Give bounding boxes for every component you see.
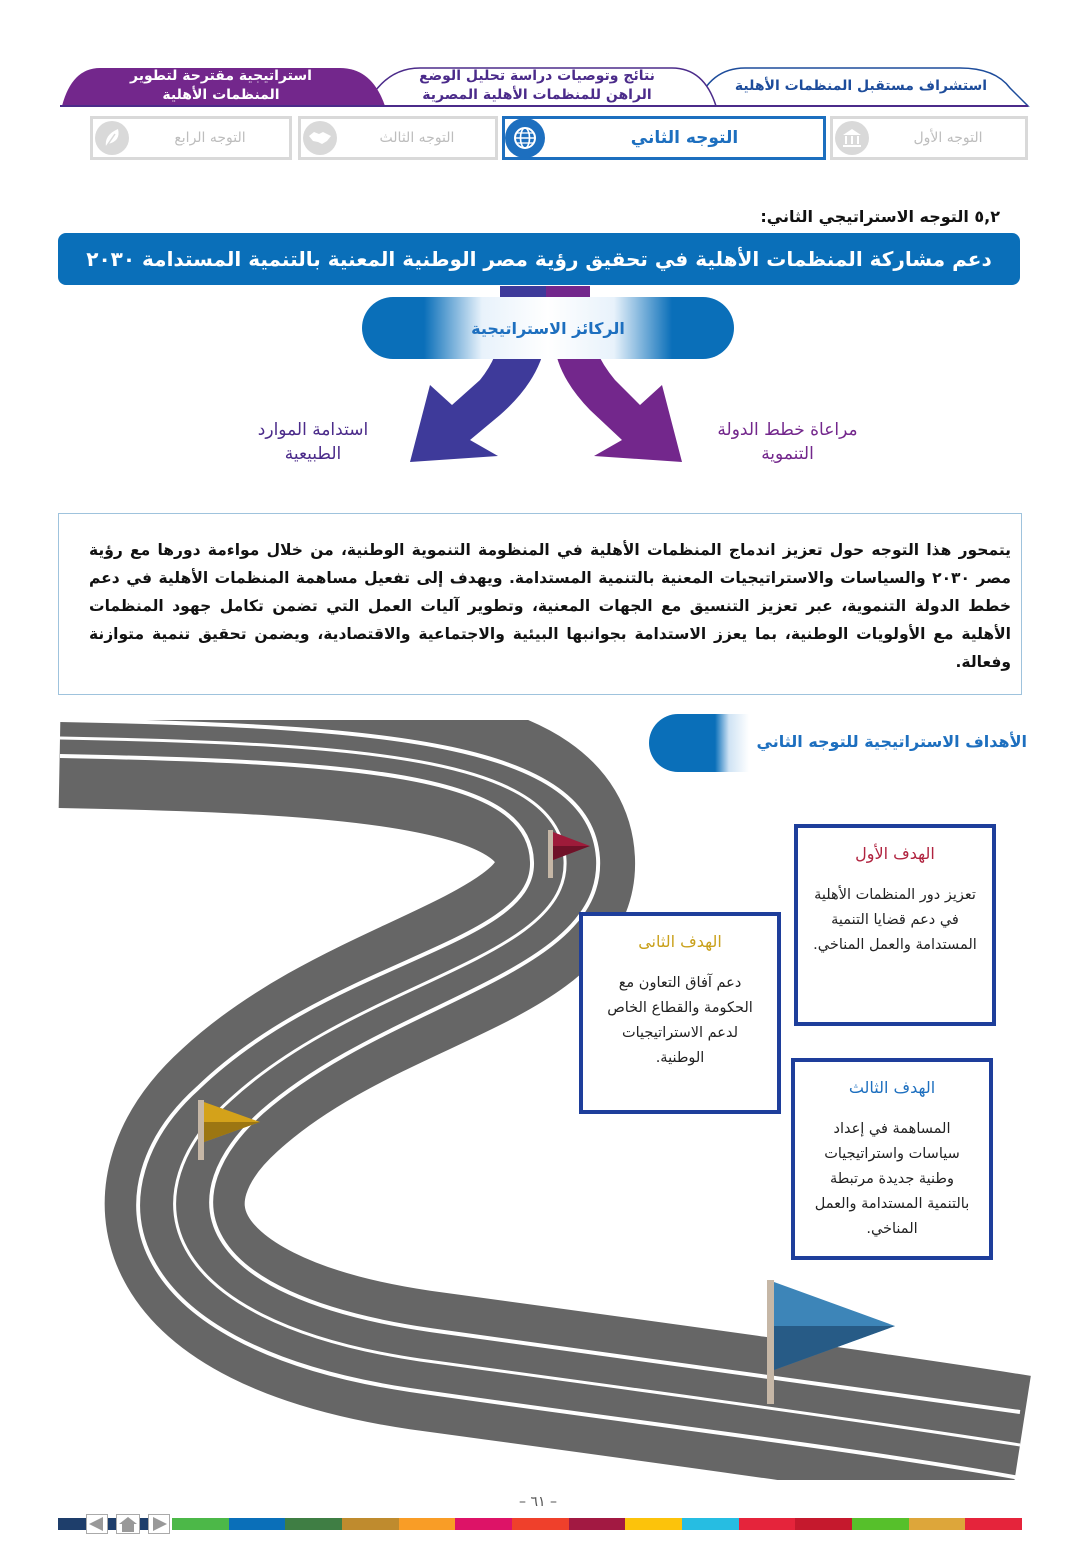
sdg-color-segment bbox=[455, 1518, 512, 1530]
pillar-state-plans: مراعاة خطط الدولة التنموية bbox=[717, 420, 858, 464]
home-icon bbox=[117, 1515, 139, 1533]
sdg-color-segment bbox=[285, 1518, 342, 1530]
direction-3-label: التوجه الثالث bbox=[379, 130, 455, 146]
sdg-color-segment bbox=[342, 1518, 399, 1530]
arrow-right-icon bbox=[149, 1515, 169, 1533]
goal-2-title: الهدف الثانى bbox=[638, 932, 722, 951]
direction-1-button[interactable] bbox=[830, 116, 1028, 160]
page-number: – ٦١ – bbox=[519, 1494, 557, 1510]
sdg-color-segment bbox=[399, 1518, 456, 1530]
goal-3-title: الهدف الثالث bbox=[848, 1078, 936, 1097]
sdg-color-segment bbox=[739, 1518, 796, 1530]
handshake-icon bbox=[303, 121, 337, 155]
direction-4-button[interactable] bbox=[90, 116, 292, 160]
pillar-natural-resources: استدامة الموارد الطبيعية bbox=[257, 420, 369, 464]
sdg-color-segment bbox=[965, 1518, 1022, 1530]
sdg-color-segment bbox=[569, 1518, 626, 1530]
direction-2-label: التوجه الثاني bbox=[630, 128, 739, 148]
sdg-color-segment bbox=[852, 1518, 909, 1530]
sdg-color-segment bbox=[229, 1518, 286, 1530]
direction-banner: دعم مشاركة المنظمات الأهلية في تحقيق رؤية مصر الوطنية المعنية بالتنمية المستدامة ٢٠٣٠ bbox=[58, 233, 1020, 285]
goal-1-card bbox=[794, 824, 996, 1026]
next-page-button[interactable] bbox=[148, 1514, 170, 1534]
flag-pole bbox=[548, 830, 553, 878]
goals-title: الأهداف الاستراتيجية للتوجه الثاني bbox=[756, 732, 1027, 751]
goal-1-title: الهدف الأول bbox=[855, 844, 935, 863]
sdg-color-segment bbox=[512, 1518, 569, 1530]
sdg-color-strip bbox=[172, 1518, 1022, 1530]
sdg-color-segment bbox=[682, 1518, 739, 1530]
direction-2-button[interactable] bbox=[502, 116, 826, 160]
goal-3-text: المساهمة في إعداد سياسات واستراتيجيات وطنية جديدة مرتبطة بالتنمية المستدامة والعمل المناخي. bbox=[814, 1121, 970, 1237]
tab-study-results[interactable]: نتائج وتوصيات دراسة تحليل الوضع الراهن للمنظمات الأهلية المصرية bbox=[419, 68, 655, 103]
globe-icon bbox=[505, 118, 545, 158]
goal-2-text: دعم آفاق التعاون مع الحكومة والقطاع الخاص لدعم الاستراتيجيات الوطنية. bbox=[607, 975, 753, 1066]
tab-proposed-strategy[interactable]: استراتيجية مقترحة لتطوير المنظمات الأهلية bbox=[130, 68, 312, 103]
home-button[interactable] bbox=[116, 1514, 140, 1534]
strategic-pillars-pill: الركائز الاستراتيجية bbox=[362, 297, 734, 359]
tab-future-foresight[interactable]: استشراف مستقبل المنظمات الأهلية bbox=[734, 77, 988, 94]
institution-icon bbox=[835, 121, 869, 155]
direction-1-label: التوجه الأول bbox=[913, 130, 983, 146]
footer-nav-bar bbox=[58, 1518, 86, 1530]
direction-description: يتمحور هذا التوجه حول تعزيز اندماج المنظمات الأهلية في المنظومة التنموية الوطنية، من خلال مواءمة دورها مع رؤية مصر ٢٠٣٠ والسياسات والاستراتيجيات المعنية بالتنمية المستدامة. ويهدف إلى تفعيل مساهمة المنظمات الأهلية في دعم خطط الدولة التنموية، عبر تعزيز التنسيق مع الجهات المعنية، وتطوير آليات العمل التي تضمن تكامل جهود المنظمات الأهلية مع الأولويات الوطنية، بما يعزز الاستدامة بجوانبها البيئية والاجتماعية والاقتصادية، ويضمن تحقيق تنمية متوازنة وفعالة. bbox=[58, 513, 1022, 695]
section-number-label: ٥,٢ التوجه الاستراتيجي الثاني: bbox=[760, 207, 1000, 226]
arrow-left-icon bbox=[87, 1515, 107, 1533]
goal-2-card bbox=[579, 912, 781, 1114]
prev-page-button[interactable] bbox=[86, 1514, 108, 1534]
sdg-color-segment bbox=[172, 1518, 229, 1530]
sdg-color-segment bbox=[909, 1518, 966, 1530]
goal-3-card bbox=[791, 1058, 993, 1260]
leaf-icon bbox=[95, 121, 129, 155]
direction-3-button[interactable] bbox=[298, 116, 498, 160]
goal-1-text: تعزيز دور المنظمات الأهلية في دعم قضايا التنمية المستدامة والعمل المناخي. bbox=[813, 887, 977, 953]
sdg-color-segment bbox=[625, 1518, 682, 1530]
sdg-color-segment bbox=[795, 1518, 852, 1530]
direction-4-label: التوجه الرابع bbox=[174, 130, 246, 146]
